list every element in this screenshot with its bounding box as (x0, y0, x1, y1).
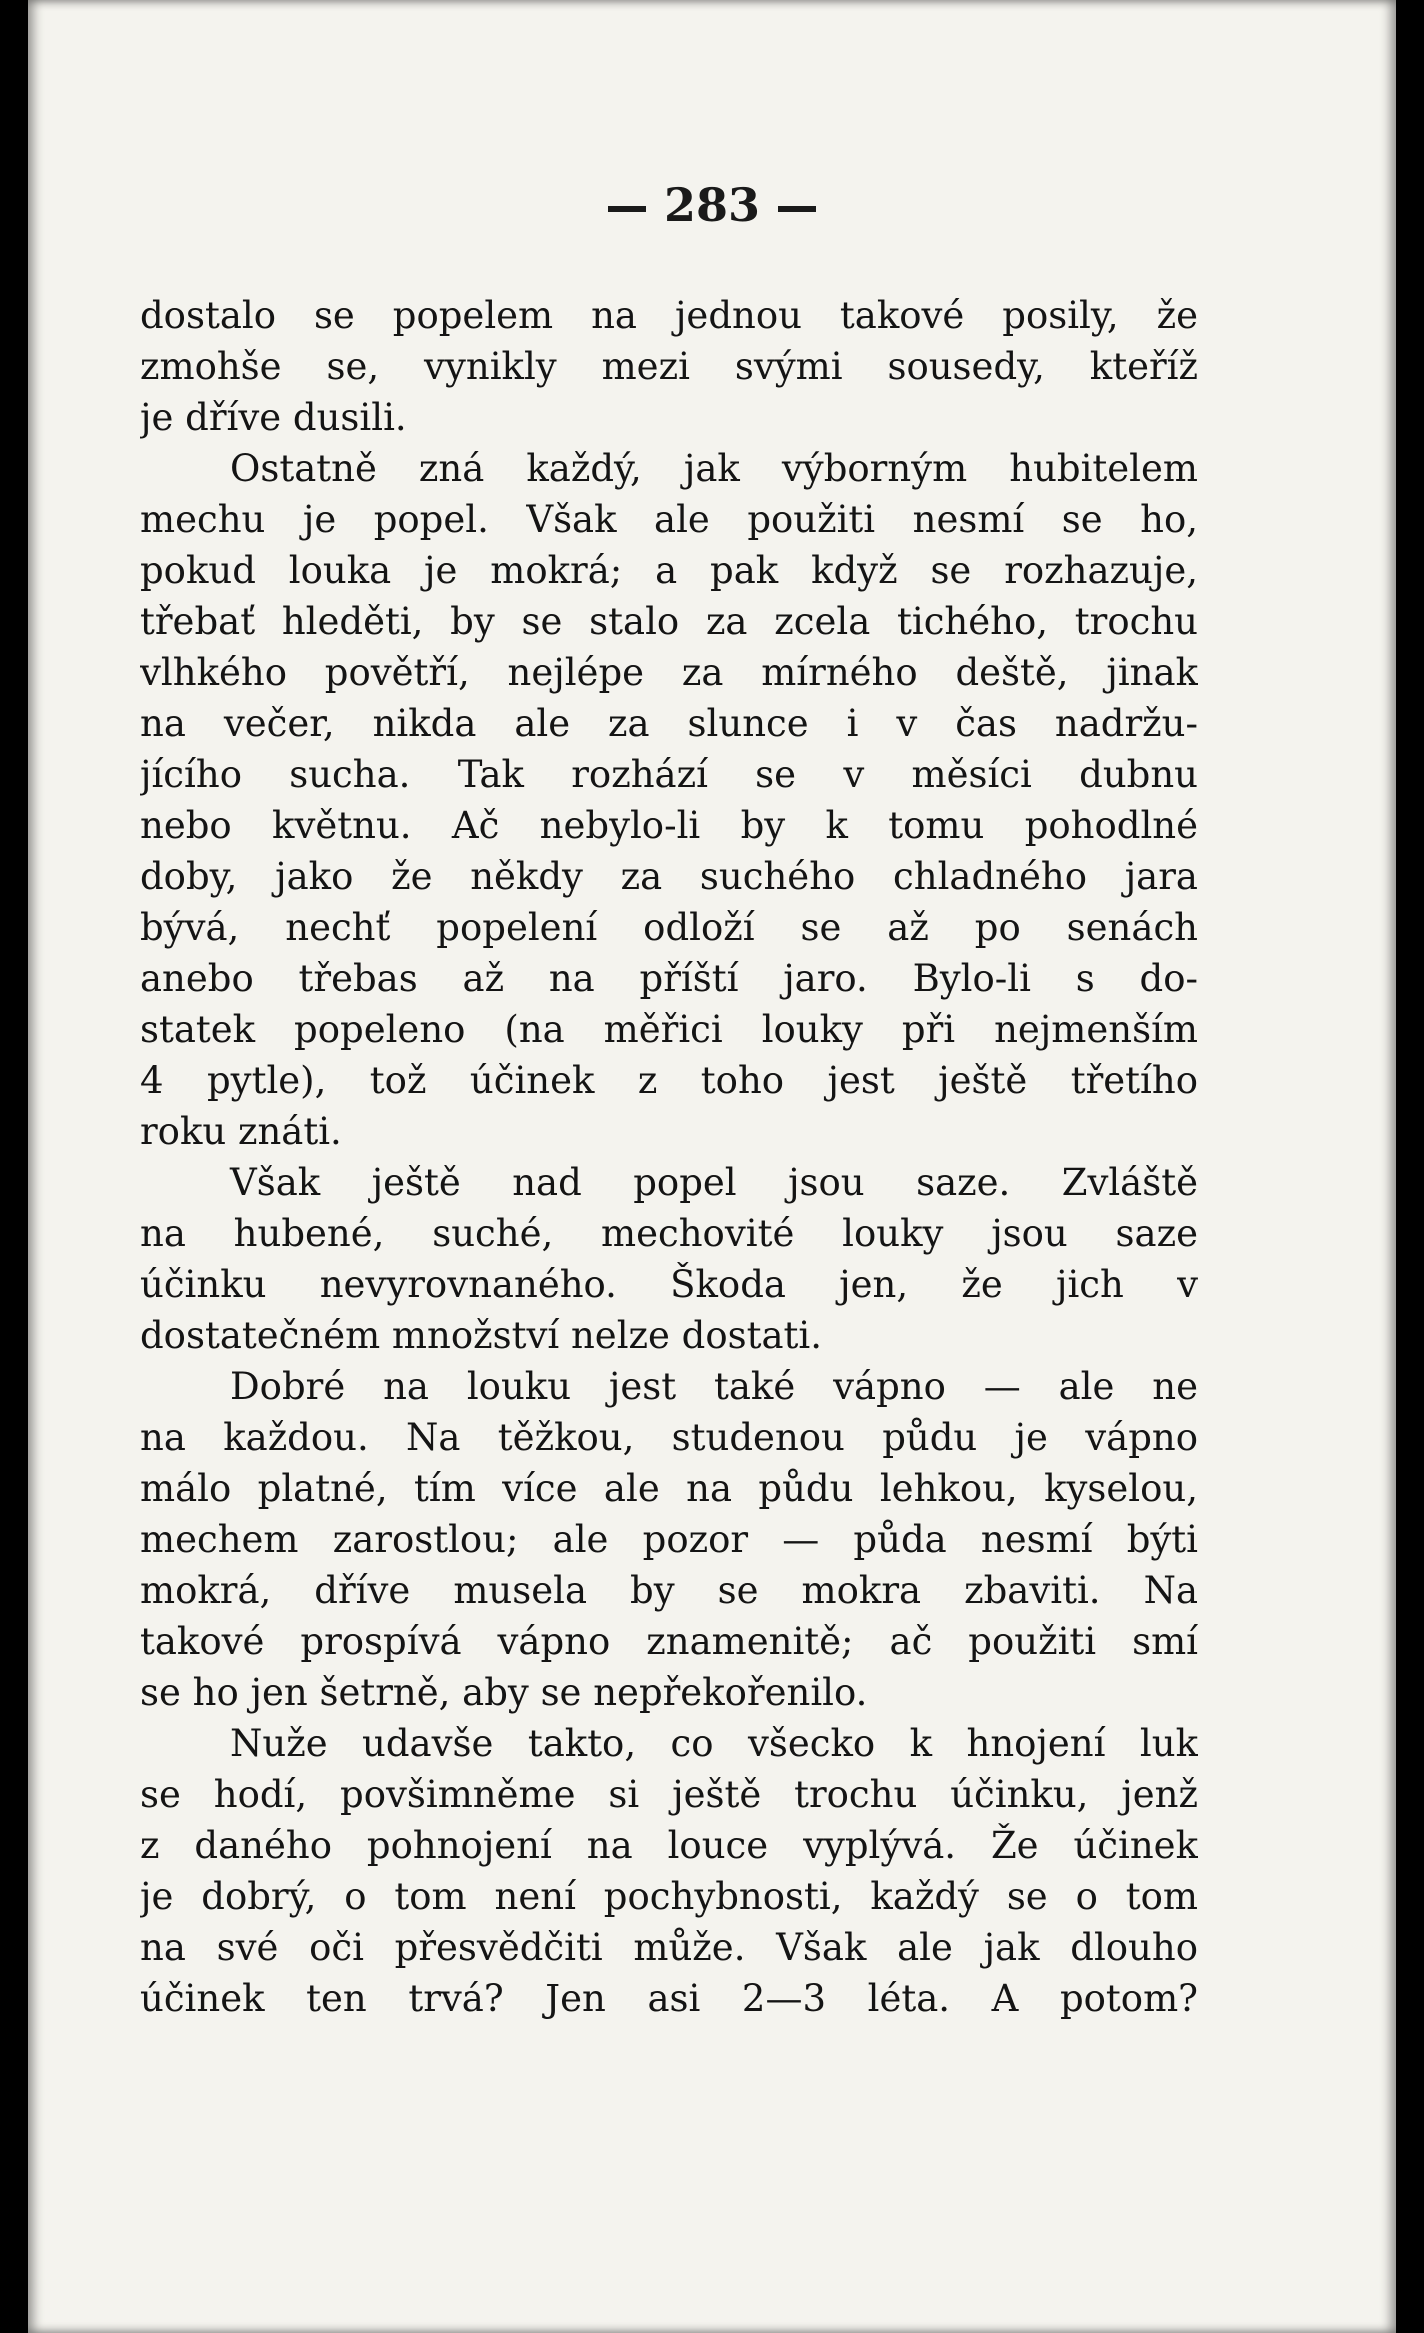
text-line: Nuže udavše takto, co všecko k hnojení luk (230, 1722, 1198, 1765)
text-line: dostatečném množství nelze dostati. (140, 1314, 823, 1357)
text-line: účinku nevyrovnaného. Škoda jen, že jich v (140, 1263, 1198, 1306)
text-line: se ho jen šetrně, aby se nepřekořenilo. (140, 1671, 868, 1714)
text-line: Však ještě nad popel jsou saze. Zvláště (230, 1161, 1198, 1204)
text-line: statek popeleno (na měřici louky při nejmenším (140, 1008, 1198, 1051)
text-line: Ostatně zná každý, jak výborným hubitelem (230, 447, 1198, 490)
text-line: účinek ten trvá? Jen asi 2—3 léta. A potom? (140, 1977, 1198, 2020)
text-line: na každou. Na těžkou, studenou půdu je vápno (140, 1416, 1198, 1459)
text-line: z daného pohnojení na louce vyplývá. Že účinek (140, 1824, 1198, 1867)
text-line: na večer, nikda ale za slunce i v čas nadržu- (140, 702, 1198, 745)
text-line: na hubené, suché, mechovité louky jsou saze (140, 1212, 1198, 1255)
text-line: mechem zarostlou; ale pozor — půda nesmí býti (140, 1518, 1198, 1561)
text-line: na své oči přesvědčiti může. Však ale jak dlouho (140, 1926, 1198, 1969)
text-line: mechu je popel. Však ale použiti nesmí se ho, (140, 498, 1198, 541)
text-line: je dobrý, o tom není pochybnosti, každý se o tom (140, 1875, 1198, 1918)
text-line: roku znáti. (140, 1110, 342, 1153)
text-line: bývá, nechť popelení odloží se až po senách (140, 906, 1198, 949)
text-line: mokrá, dříve musela by se mokra zbaviti. Na (140, 1569, 1198, 1612)
body-text (140, 290, 1198, 2024)
text-line: Dobré na louku jest také vápno — ale ne (230, 1365, 1198, 1408)
text-line: se hodí, povšimněme si ještě trochu účinku, jenž (140, 1773, 1198, 1816)
text-line: třebať hleděti, by se stalo za zcela tichého, trochu (140, 600, 1198, 643)
text-line: dostalo se popelem na jednou takové posily, že (140, 294, 1198, 337)
page-header (28, 178, 1396, 232)
text-line: málo platné, tím více ale na půdu lehkou, kyselou, (140, 1467, 1198, 1510)
text-line: je dříve dusili. (140, 396, 407, 439)
text-line: vlhkého povětří, nejlépe za mírného deště, jinak (140, 651, 1198, 694)
text-line: jícího sucha. Tak rozhází se v měsíci dubnu (140, 753, 1198, 796)
text-line: zmohše se, vynikly mezi svými sousedy, kteříž (140, 345, 1198, 388)
text-line: doby, jako že někdy za suchého chladného jara (140, 855, 1198, 898)
text-line: pokud louka je mokrá; a pak když se rozhazuje, (140, 549, 1198, 592)
header-dash-right (778, 206, 816, 212)
text-line: takové prospívá vápno znamenitě; ač použiti smí (140, 1620, 1198, 1663)
text-line: 4 pytle), tož účinek z toho jest ještě třetího (140, 1059, 1198, 1102)
text-line: anebo třebas až na příští jaro. Bylo-li s do- (140, 957, 1198, 1000)
text-line: nebo květnu. Ač nebylo-li by k tomu pohodlné (140, 804, 1198, 847)
header-dash-left (608, 206, 646, 212)
page-number: 283 (663, 178, 761, 232)
book-page (28, 0, 1396, 2333)
